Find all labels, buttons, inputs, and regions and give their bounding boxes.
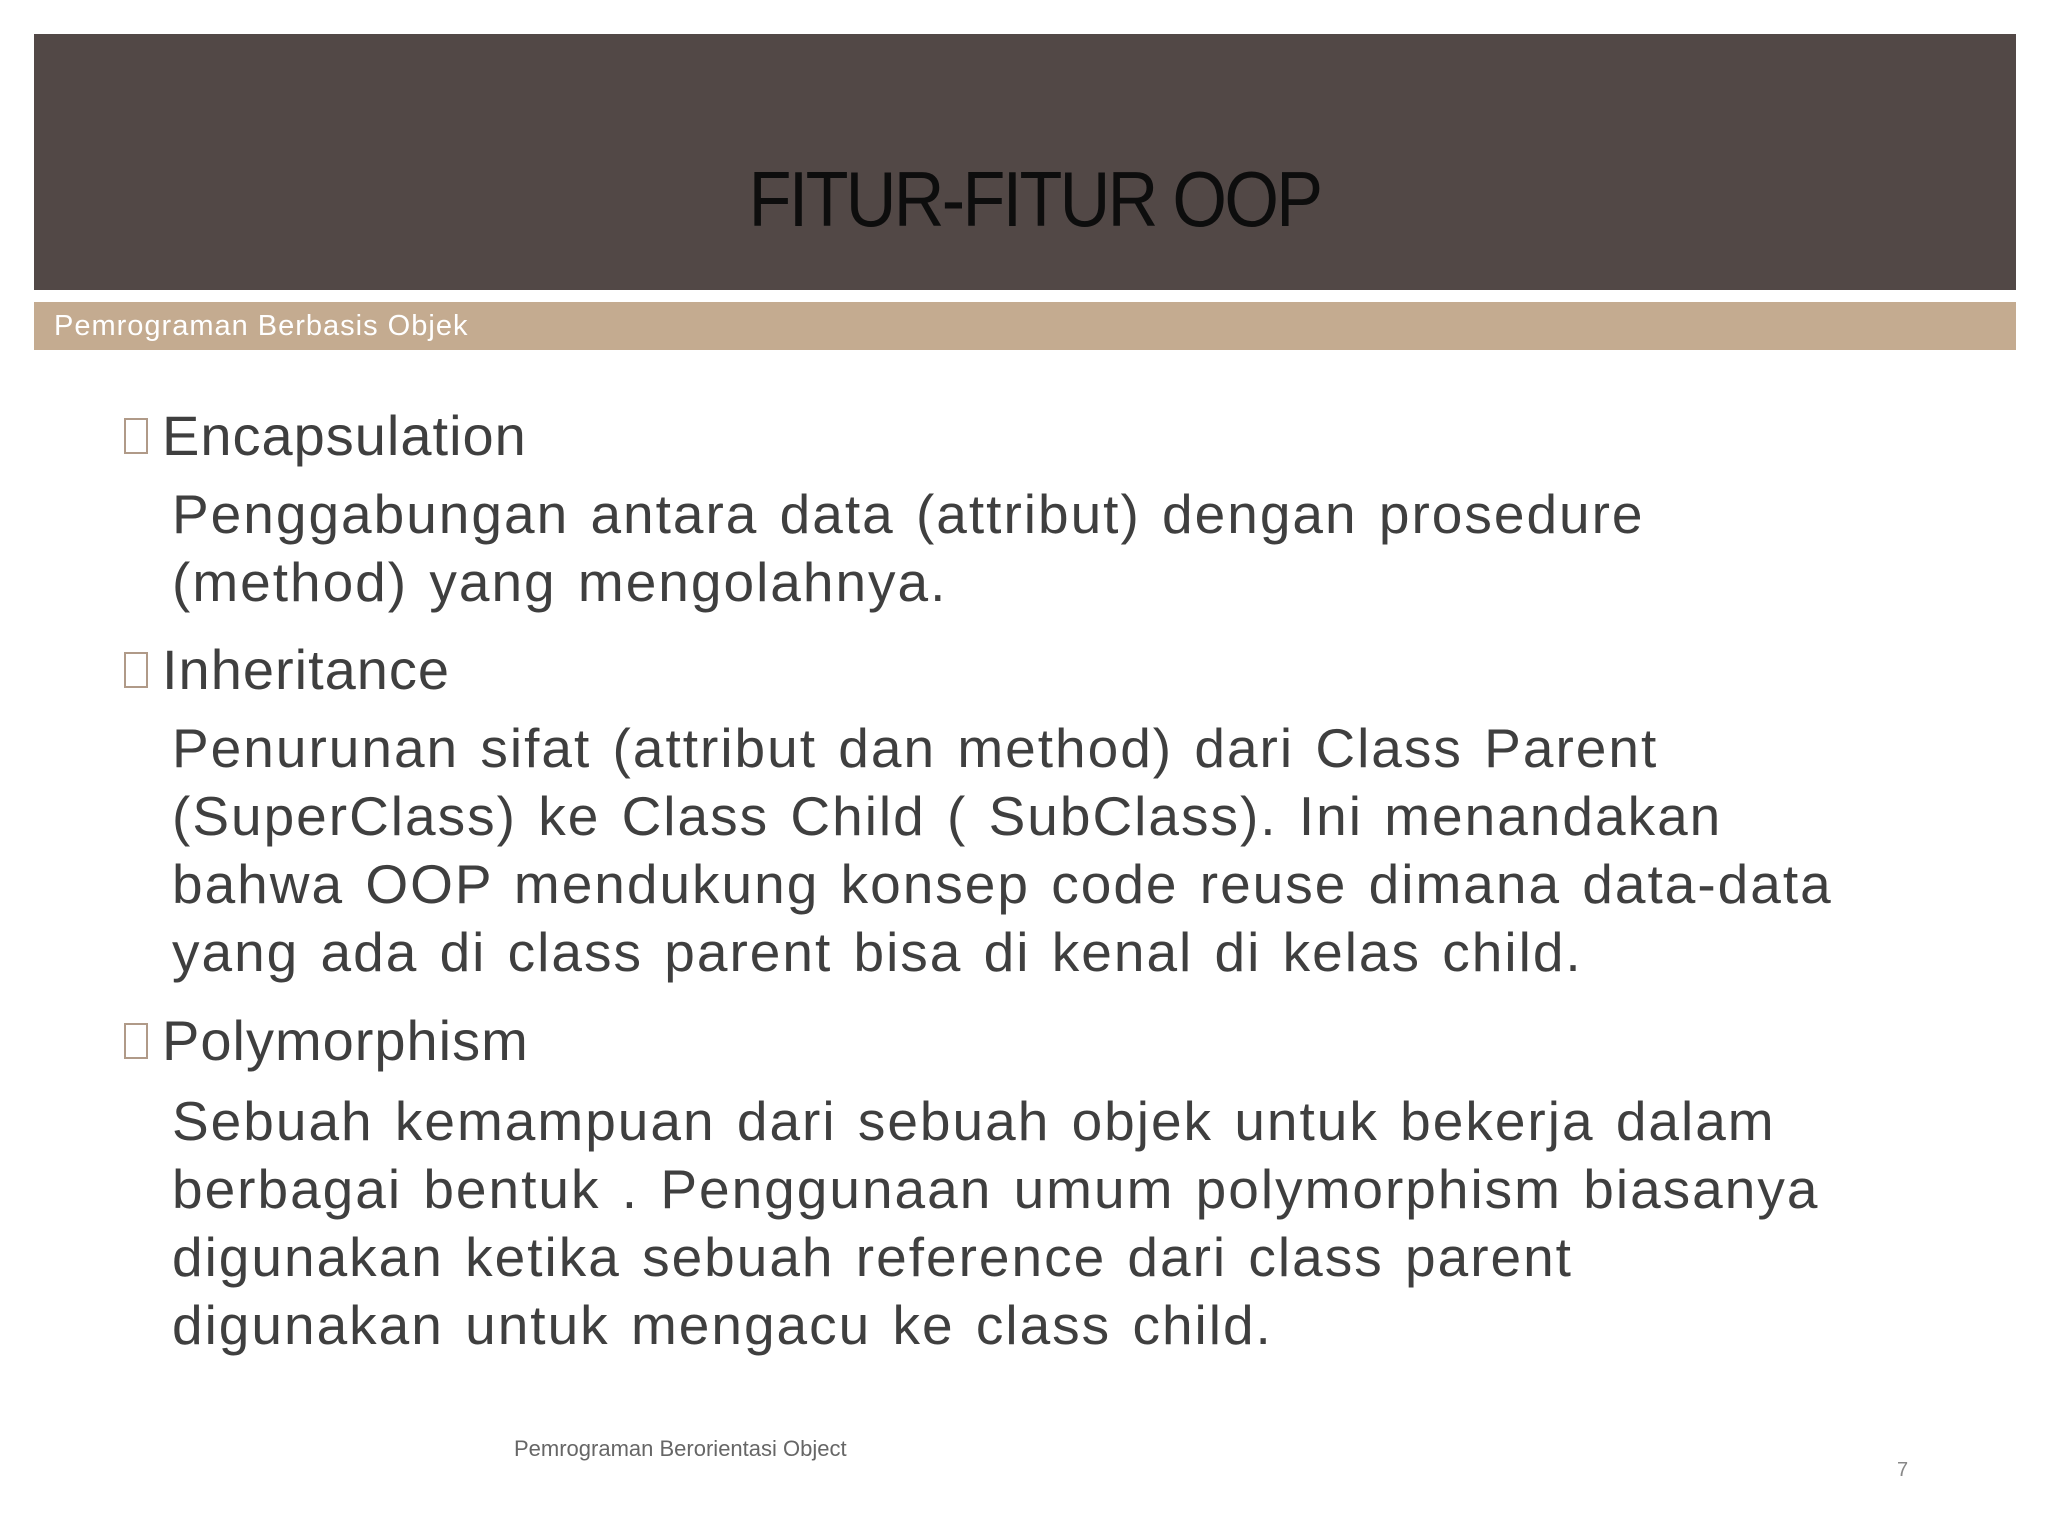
description-line: digunakan ketika sebuah reference dari class parent: [172, 1226, 1573, 1288]
slide-title: FITUR-FITUR OOP: [748, 155, 1321, 243]
slide-footer: Pemrograman Berorientasi Object: [514, 1436, 847, 1461]
bullet-heading: Inheritance: [162, 638, 451, 701]
page-number: 7: [1897, 1459, 1909, 1481]
encapsulation-description: [172, 480, 1972, 616]
bullet-square-icon: [124, 418, 148, 454]
description-line: berbagai bentuk . Penggunaan umum polymorphism biasanya: [172, 1158, 1820, 1220]
bullet-encapsulation: [124, 404, 527, 467]
bullet-square-icon: [124, 1023, 148, 1059]
description-line: bahwa OOP mendukung konsep code reuse dimana data-data: [172, 853, 1833, 915]
description-line: Penurunan sifat (attribut dan method) dari Class Parent: [172, 717, 1659, 779]
inheritance-description: [172, 714, 1972, 986]
description-line: digunakan untuk mengacu ke class child.: [172, 1294, 1273, 1356]
bullet-inheritance: [124, 638, 451, 701]
bullet-square-icon: [124, 652, 148, 688]
description-line: Penggabungan antara data (attribut) dengan prosedure: [172, 483, 1645, 545]
description-line: (method) yang mengolahnya.: [172, 551, 948, 613]
slide-subtitle: Pemrograman Berbasis Objek: [54, 310, 469, 342]
description-line: yang ada di class parent bisa di kenal di kelas child.: [172, 921, 1583, 983]
bullet-heading: Encapsulation: [162, 404, 527, 467]
description-line: Sebuah kemampuan dari sebuah objek untuk bekerja dalam: [172, 1090, 1776, 1152]
description-line: (SuperClass) ke Class Child ( SubClass). Ini menandakan: [172, 785, 1723, 847]
polymorphism-description: [172, 1087, 1972, 1359]
bullet-polymorphism: [124, 1009, 529, 1072]
bullet-heading: Polymorphism: [162, 1009, 529, 1072]
